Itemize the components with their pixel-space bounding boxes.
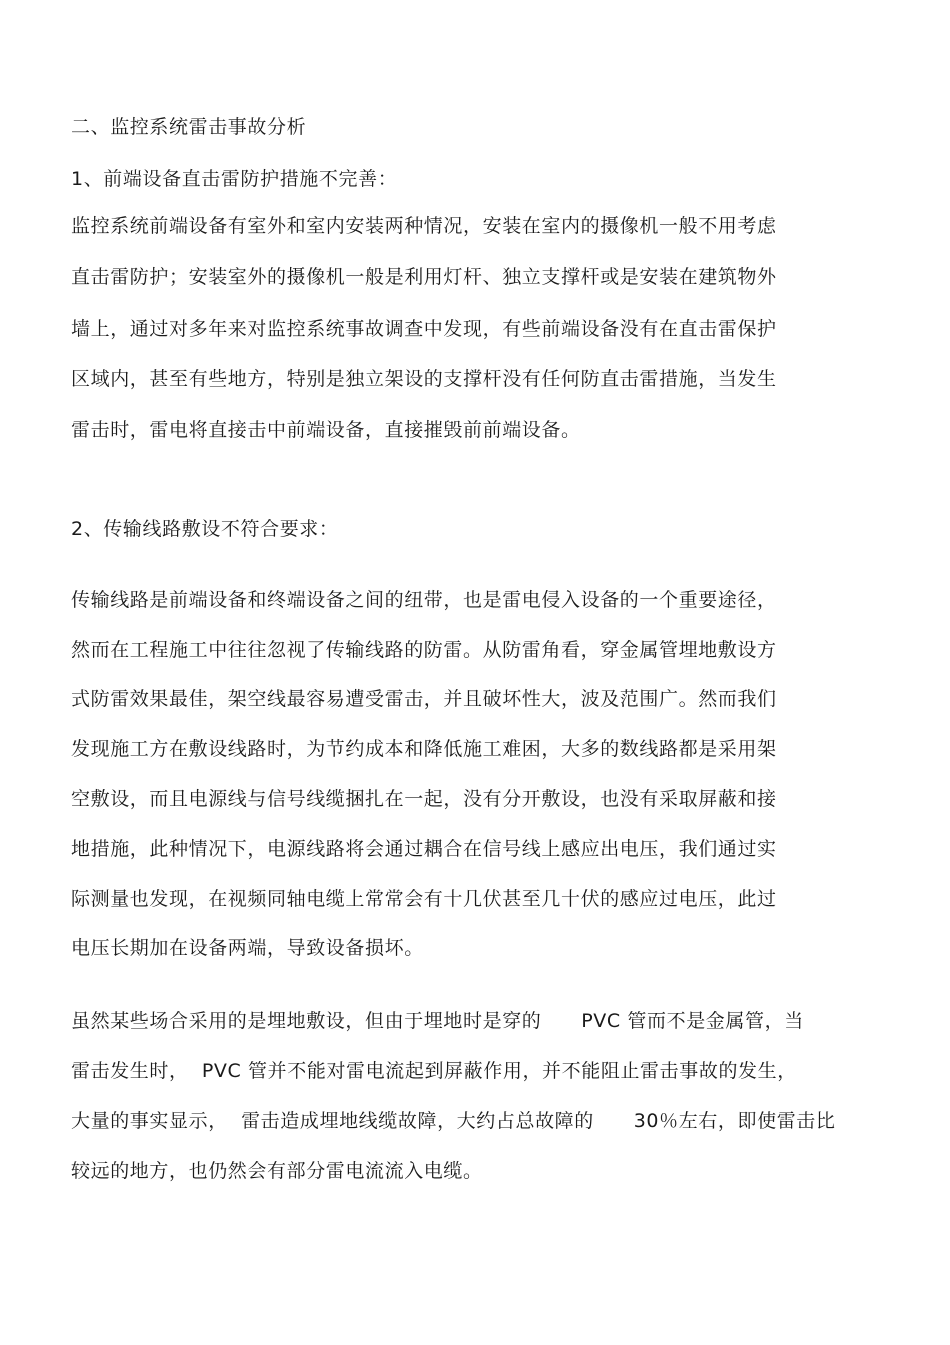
item2-p1-line: 然而在工程施工中往往忽视了传输线路的防雷。从防雷角看，穿金属管埋地敷设方 [71,639,777,661]
item1-line: 监控系统前端设备有室外和室内安装两种情况，安装在室内的摄像机一般不用考虑 [71,215,777,237]
item2-p1-line: 式防雷效果最佳，架空线最容易遭受雷击，并且破坏性大，波及范围广。然而我们 [71,688,777,710]
item2-p2-line: 较远的地方，也仍然会有部分雷电流流入电缆。 [71,1160,483,1182]
item2-p2-line: 雷击发生时， PVC 管并不能对雷电流起到屏蔽作用，并不能阻止雷击事故的发生， [71,1060,797,1082]
item2-p2-line: 虽然某些场合采用的是埋地敷设，但由于埋地时是穿的 PVC 管而不是金属管，当 [71,1010,804,1032]
item2-p1-line: 空敷设，而且电源线与信号线缆捆扎在一起，没有分开敷设，也没有采取屏蔽和接 [71,788,777,810]
item2-p1-line: 传输线路是前端设备和终端设备之间的纽带，也是雷电侵入设备的一个重要途径， [71,589,777,611]
item1-line: 雷击时，雷电将直接击中前端设备，直接摧毁前前端设备。 [71,419,581,441]
item1-line: 直击雷防护；安装室外的摄像机一般是利用灯杆、独立支撑杆或是安装在建筑物外 [71,266,777,288]
item2-p1-line: 际测量也发现，在视频同轴电缆上常常会有十几伏甚至几十伏的感应过电压，此过 [71,888,777,910]
section-heading: 二、监控系统雷击事故分析 [71,116,307,138]
item2-heading: 2、传输线路敷设不符合要求： [71,518,339,540]
item1-heading: 1、前端设备直击雷防护措施不完善： [71,168,398,190]
item2-p1-line: 发现施工方在敷设线路时，为节约成本和降低施工难困，大多的数线路都是采用架 [71,738,777,760]
item2-p1-line: 地措施，此种情况下，电源线路将会通过耦合在信号线上感应出电压，我们通过实 [71,838,777,860]
item1-line: 区域内，甚至有些地方，特别是独立架设的支撑杆没有任何防直击雷措施，当发生 [71,368,777,390]
item1-line: 墙上，通过对多年来对监控系统事故调查中发现，有些前端设备没有在直击雷保护 [71,318,777,340]
item2-p1-line: 电压长期加在设备两端，导致设备损坏。 [71,937,424,959]
item2-p2-line: 大量的事实显示， 雷击造成埋地线缆故障，大约占总故障的 30％左右，即使雷击比 [71,1110,836,1132]
